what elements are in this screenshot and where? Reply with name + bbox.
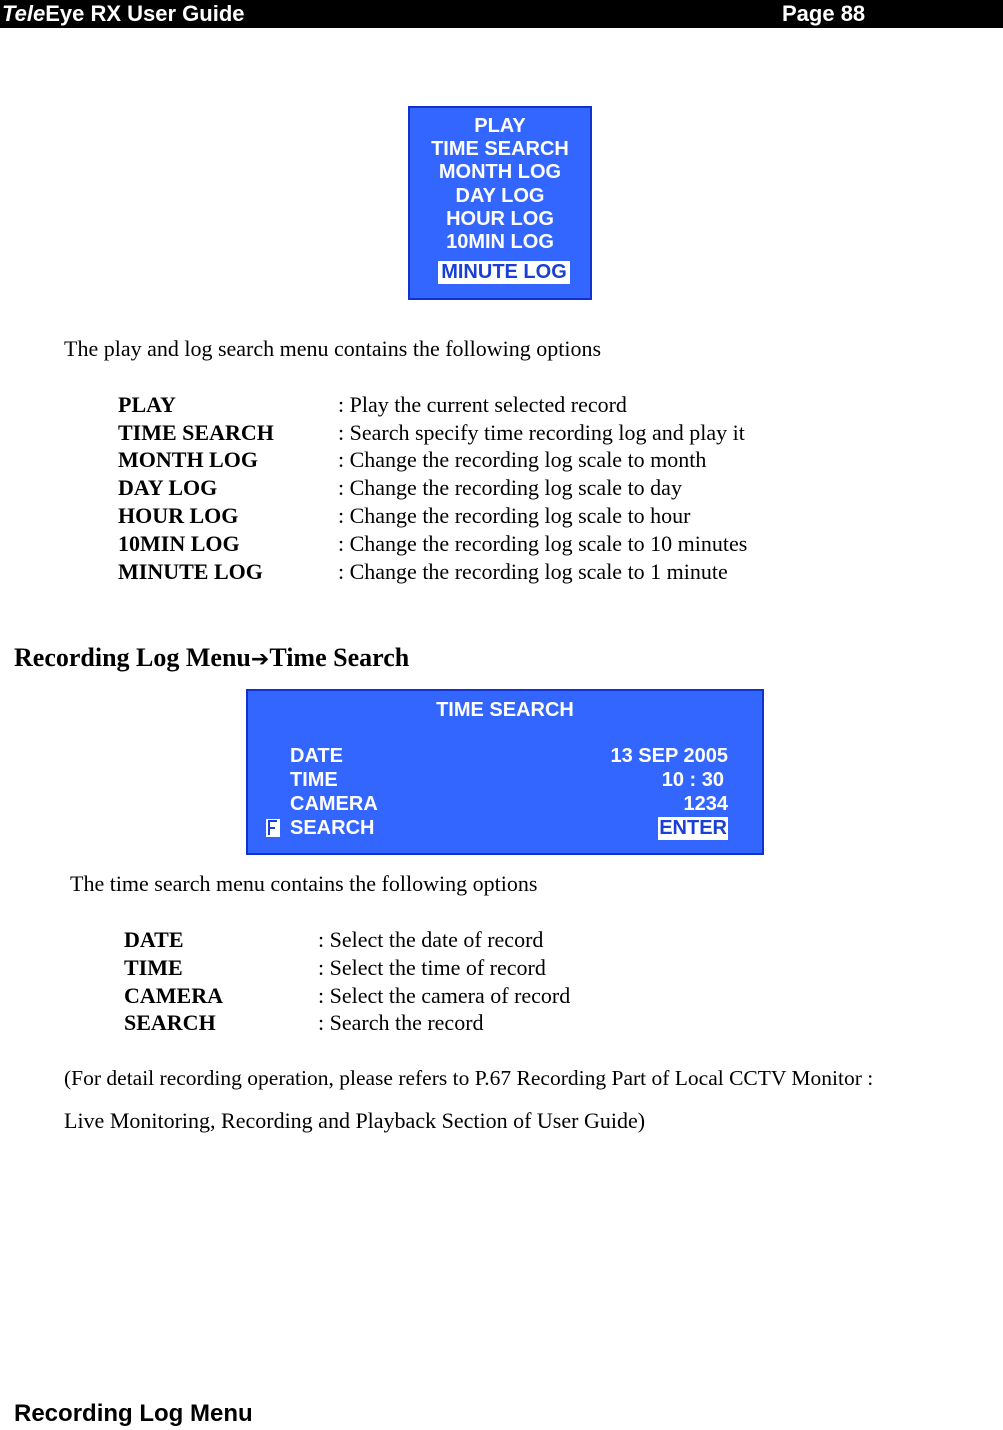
option-desc: : Change the recording log scale to month: [338, 447, 707, 472]
section-heading-time-search: Recording Log Menu➔Time Search: [14, 643, 410, 672]
option-desc: : Search specify time recording log and play it: [338, 420, 745, 445]
menu-item-time-search: TIME SEARCH: [431, 138, 569, 160]
row-value-time: 10 : 30: [661, 769, 724, 791]
time-search-intro: The time search menu contains the following options: [70, 871, 538, 896]
option-term: MINUTE LOG: [118, 559, 263, 584]
time-search-menu-title: TIME SEARCH: [436, 699, 574, 721]
option-term: CAMERA: [124, 983, 223, 1008]
option-term: MONTH LOG: [118, 447, 258, 472]
option-desc: : Select the time of record: [318, 955, 546, 980]
row-label-camera: CAMERA: [290, 793, 378, 815]
right-arrow-icon: ➔: [250, 647, 270, 672]
option-term: TIME: [124, 955, 183, 980]
option-desc: : Change the recording log scale to hour: [338, 503, 691, 528]
row-value-search-enter: ENTER: [659, 817, 727, 839]
option-term: TIME SEARCH: [118, 420, 274, 445]
option-term: PLAY: [118, 392, 176, 417]
option-desc: : Select the camera of record: [318, 983, 571, 1008]
row-label-search: SEARCH: [290, 817, 375, 839]
play-menu-intro: The play and log search menu contains the following options: [64, 336, 602, 361]
option-desc: : Search the record: [318, 1010, 484, 1035]
cursor-pointer-icon: [266, 819, 280, 837]
page-number: Page 88: [782, 1, 866, 26]
option-desc: : Select the date of record: [318, 927, 544, 952]
option-term: SEARCH: [124, 1010, 216, 1035]
menu-item-day-log: DAY LOG: [455, 185, 545, 207]
guide-title: TeleEye RX User Guide: [2, 1, 245, 26]
reference-note-line-1: (For detail recording operation, please refers to P.67 Recording Part of Local CCTV Monitor :: [64, 1066, 874, 1090]
option-term: DAY LOG: [118, 475, 218, 500]
reference-note-line-2: Live Monitoring, Recording and Playback Section of User Guide): [64, 1108, 646, 1133]
option-desc: : Change the recording log scale to 10 minutes: [338, 531, 748, 556]
option-desc: : Change the recording log scale to day: [338, 475, 682, 500]
option-desc: : Play the current selected record: [338, 392, 627, 417]
menu-item-play: PLAY: [474, 115, 526, 137]
row-label-time: TIME: [290, 769, 338, 791]
menu-item-month-log: MONTH LOG: [438, 161, 562, 183]
menu-item-minute-log-selected: MINUTE LOG: [438, 261, 570, 284]
option-term: DATE: [124, 927, 184, 952]
option-desc: : Change the recording log scale to 1 minute: [338, 559, 728, 584]
menu-item-10min-log: 10MIN LOG: [446, 231, 554, 253]
option-term: 10MIN LOG: [118, 531, 240, 556]
row-value-date: 13 SEP 2005: [610, 745, 728, 767]
page-header: [0, 0, 1003, 28]
menu-item-hour-log: HOUR LOG: [446, 208, 554, 230]
time-search-menu: [246, 689, 764, 855]
row-label-date: DATE: [290, 745, 343, 767]
row-value-camera: 1234: [683, 793, 728, 815]
option-term: HOUR LOG: [118, 503, 239, 528]
footer-heading: Recording Log Menu: [14, 1400, 253, 1427]
play-log-search-menu: [408, 106, 592, 300]
